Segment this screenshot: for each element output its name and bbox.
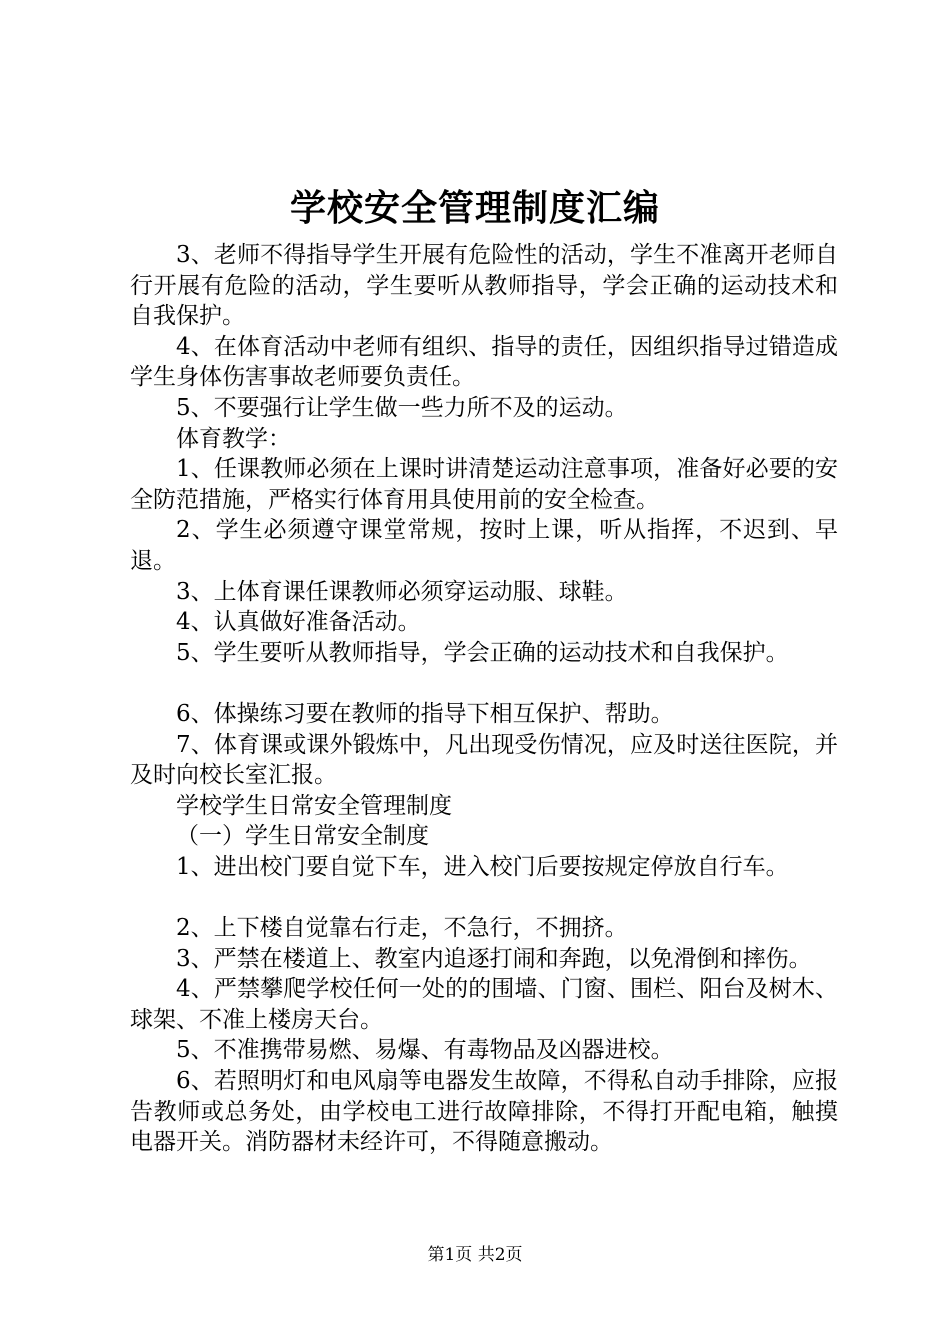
page-footer: 第1页 共2页 [427, 1245, 523, 1265]
paragraph: 6、若照明灯和电风扇等电器发生故障，不得私自动手排除，应报告教师或总务处，由学校电工进行故障排除，不得打开配电箱，触摸电器开关。消防器材未经许可，不得随意搬动。 [130, 1068, 838, 1156]
paragraph: 1、进出校门要自觉下车，进入校门后要按规定停放自行车。 [176, 853, 789, 880]
paragraph: 3、上体育课任课教师必须穿运动服、球鞋。 [176, 578, 628, 605]
paragraph: 6、体操练习要在教师的指导下相互保护、帮助。 [176, 700, 674, 727]
paragraph: 5、不要强行让学生做一些力所不及的运动。 [176, 394, 628, 421]
document-title: 学校安全管理制度汇编 [289, 187, 660, 229]
section-heading: 学校学生日常安全管理制度 [176, 792, 452, 819]
paragraph: 4、认真做好准备活动。 [176, 609, 421, 636]
paragraph: 3、老师不得指导学生开展有危险性的活动，学生不准离开老师自行开展有危险的活动，学生要听从教师指导，学会正确的运动技术和自我保护。 [130, 242, 838, 330]
paragraph: 4、严禁攀爬学校任何一处的的围墙、门窗、围栏、阳台及树木、球架、不准上楼房天台。 [130, 976, 838, 1033]
paragraph: 2、学生必须遵守课堂常规，按时上课，听从指挥，不迟到、早退。 [130, 517, 838, 574]
paragraph: 3、严禁在楼道上、教室内追逐打闹和奔跑，以免滑倒和摔伤。 [176, 945, 812, 972]
blank-line [130, 668, 838, 699]
blank-line [130, 882, 838, 913]
document-body [130, 240, 838, 1158]
paragraph: 5、学生要听从教师指导，学会正确的运动技术和自我保护。 [176, 639, 789, 666]
paragraph: 1、任课教师必须在上课时讲清楚运动注意事项，准备好必要的安全防范措施，严格实行体育用具使用前的安全检查。 [130, 456, 838, 513]
paragraph: 7、体育课或课外锻炼中，凡出现受伤情况，应及时送往医院，并及时向校长室汇报。 [130, 731, 838, 789]
paragraph: 5、不准携带易燃、易爆、有毒物品及凶器进校。 [176, 1037, 674, 1064]
section-heading: 体育教学： [176, 425, 291, 452]
paragraph: 4、在体育活动中老师有组织、指导的责任，因组织指导过错造成学生身体伤害事故老师要负责任。 [130, 333, 838, 391]
paragraph: 2、上下楼自觉靠右行走，不急行，不拥挤。 [176, 915, 628, 942]
sub-heading: （一）学生日常安全制度 [176, 823, 429, 850]
